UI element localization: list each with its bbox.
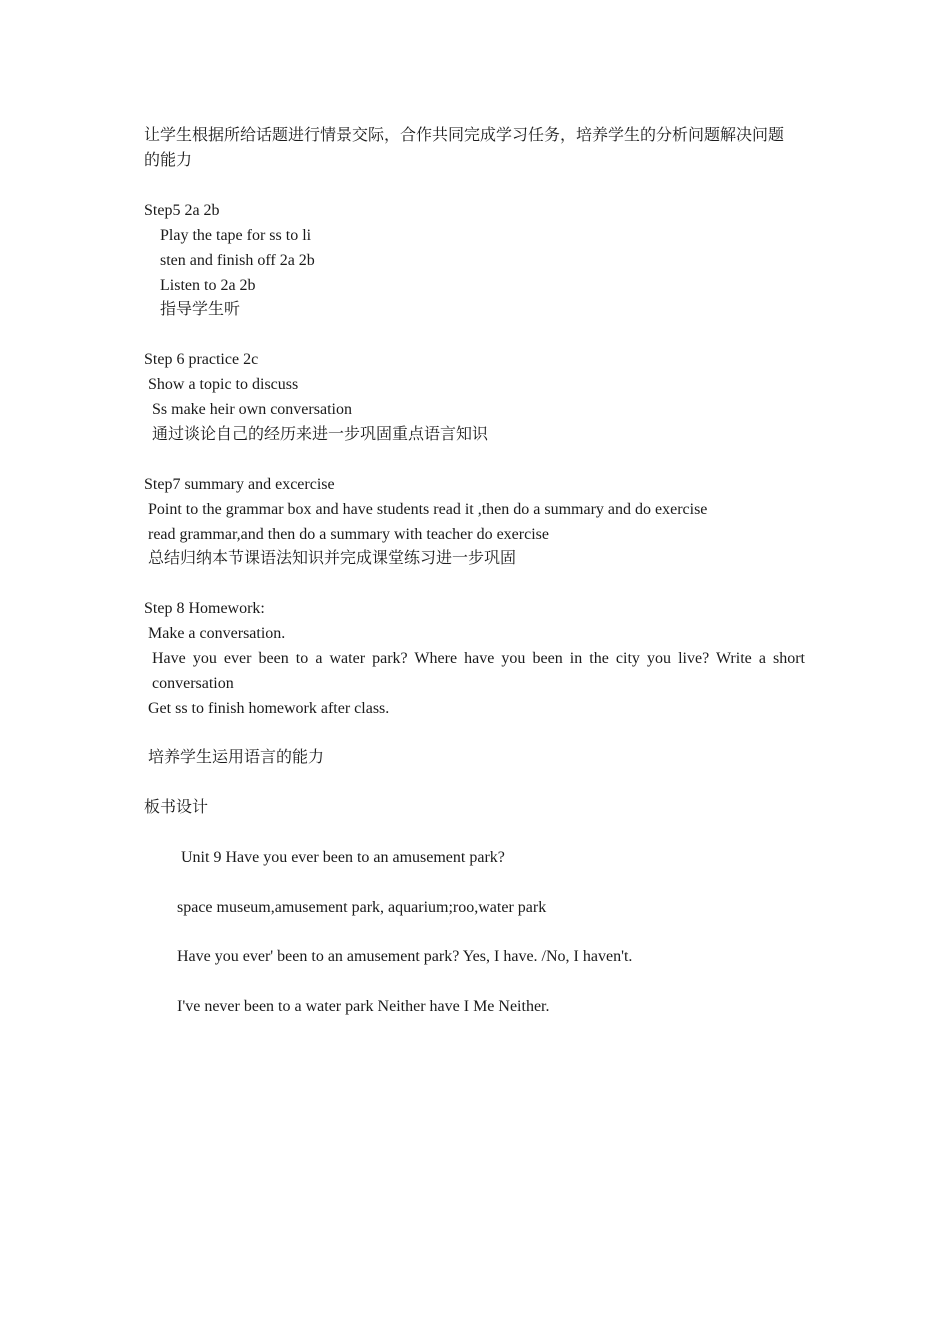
board-unit-title: Unit 9 Have you ever been to an amusement park? [181,849,505,866]
step8-line-3: Get ss to finish homework after class. [148,700,390,717]
step5-line-2: sten and finish off 2a 2b [160,252,315,269]
step7-line-1: Point to the grammar box and have students read it ,then do a summary and do exercise [148,501,708,518]
aim-line: 培养学生运用语言的能力 [148,749,325,766]
step8-line-1: Make a conversation. [148,625,286,642]
step8-heading: Step 8 Homework: [144,600,265,617]
step8-line-2a: Have you ever been to a water park? Where have you been in the city you live? Write a short [152,650,805,667]
step5-heading: Step5 2a 2b [144,202,220,219]
step6-heading: Step 6 practice 2c [144,351,259,368]
step8-line-2b: conversation [152,675,234,692]
board-question: Have you ever' been to an amusement park? Yes, I have. /No, I haven't. [177,948,633,965]
step7-line-2: read grammar,and then do a summary with teacher do exercise [148,526,549,543]
board-vocabulary: space museum,amusement park, aquarium;roo,water park [177,899,547,916]
step6-line-1: Show a topic to discuss [148,376,299,393]
intro-line-2: 的能力 [144,152,193,169]
step7-line-3: 总结归纳本节课语法知识并完成课堂练习进一步巩固 [148,550,517,567]
step5-line-3: Listen to 2a 2b [160,277,256,294]
step6-line-3: 通过谈论自己的经历来进一步巩固重点语言知识 [152,426,489,443]
step6-line-2: Ss make heir own conversation [152,401,352,418]
step7-heading: Step7 summary and excercise [144,476,335,493]
step5-line-4: 指导学生听 [160,301,241,318]
intro-line-1: 让学生根据所给话题进行情景交际，合作共同完成学习任务，培养学生的分析问题解决问题 [144,127,785,144]
board-title: 板书设计 [144,799,209,816]
board-neither: I've never been to a water park Neither have I Me Neither. [177,998,550,1015]
step5-line-1: Play the tape for ss to li [160,227,312,244]
